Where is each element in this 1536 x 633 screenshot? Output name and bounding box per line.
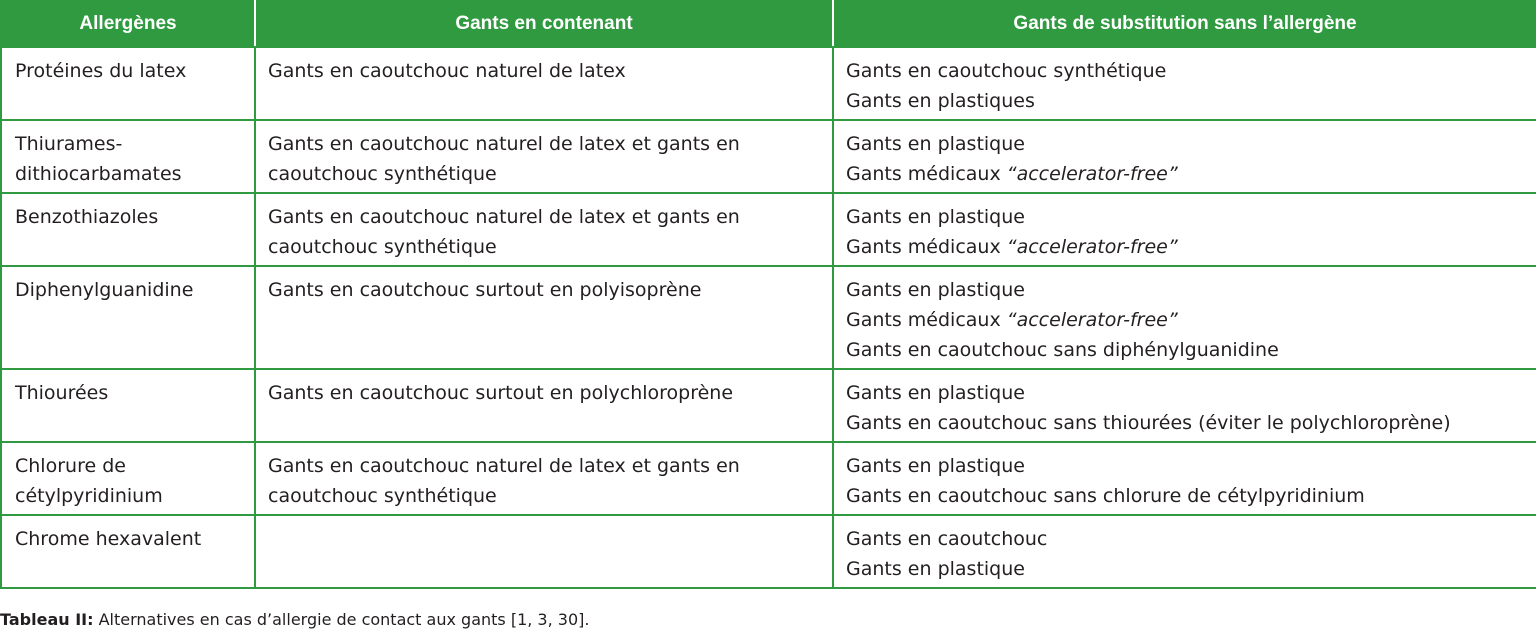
cell-allergen — [1, 515, 255, 588]
substitution-line — [846, 451, 1524, 481]
header-allergenes: Allergènes — [1, 1, 255, 47]
table-row — [1, 266, 1536, 369]
table-caption — [0, 608, 589, 632]
containing-line: Gants en caoutchouc naturel de latex et gants en — [268, 455, 740, 477]
substitution-line — [846, 408, 1524, 438]
cell-substitution-gloves — [833, 47, 1536, 120]
substitution-line — [846, 554, 1524, 584]
header-gants-en-contenant: Gants en contenant — [255, 1, 833, 47]
containing-line: Gants en caoutchouc surtout en polychloroprène — [268, 382, 734, 404]
caption-text: Alternatives en cas d’allergie de contact aux gants [1, 3, 30]. — [93, 610, 590, 629]
allergen-line: Chrome hexavalent — [15, 528, 202, 550]
cell-containing-gloves — [255, 266, 833, 369]
cell-substitution-gloves — [833, 369, 1536, 442]
substitution-line — [846, 335, 1524, 365]
allergen-line: Chlorure de — [15, 455, 126, 477]
substitution-text: Gants médicaux — [846, 309, 1007, 331]
substitution-text: Gants en plastique — [846, 279, 1025, 301]
table-row — [1, 442, 1536, 515]
cell-containing-gloves — [255, 47, 833, 120]
substitution-italic-text: “accelerator-free” — [1006, 309, 1178, 331]
cell-substitution-gloves — [833, 120, 1536, 193]
containing-line: Gants en caoutchouc surtout en polyisoprène — [268, 279, 702, 301]
substitution-text: Gants en caoutchouc sans diphénylguanidine — [846, 339, 1279, 361]
table-row — [1, 120, 1536, 193]
substitution-text: Gants en caoutchouc sans chlorure de cétylpyridinium — [846, 485, 1365, 507]
table-row — [1, 515, 1536, 588]
cell-containing-gloves — [255, 120, 833, 193]
substitution-text: Gants médicaux — [846, 236, 1007, 258]
substitution-text: Gants en plastique — [846, 455, 1025, 477]
substitution-line — [846, 305, 1524, 335]
substitution-line — [846, 202, 1524, 232]
containing-line: caoutchouc synthétique — [268, 236, 497, 258]
allergen-line: Diphenylguanidine — [15, 279, 194, 301]
containing-line: Gants en caoutchouc naturel de latex et gants en — [268, 206, 740, 228]
table-row — [1, 47, 1536, 120]
containing-line: caoutchouc synthétique — [268, 485, 497, 507]
containing-line: Gants en caoutchouc naturel de latex — [268, 60, 626, 82]
containing-line: caoutchouc synthétique — [268, 163, 497, 185]
table-header-row — [1, 1, 1536, 47]
cell-containing-gloves — [255, 442, 833, 515]
cell-substitution-gloves — [833, 193, 1536, 266]
cell-allergen — [1, 47, 255, 120]
allergen-line: dithiocarbamates — [15, 163, 182, 185]
table-row — [1, 369, 1536, 442]
substitution-text: Gants en caoutchouc — [846, 528, 1048, 550]
substitution-line — [846, 524, 1524, 554]
substitution-line — [846, 86, 1524, 116]
substitution-text: Gants en plastique — [846, 382, 1025, 404]
cell-substitution-gloves — [833, 266, 1536, 369]
substitution-line — [846, 378, 1524, 408]
allergen-line: cétylpyridinium — [15, 485, 163, 507]
substitution-line — [846, 275, 1524, 305]
cell-allergen — [1, 442, 255, 515]
substitution-text: Gants en plastique — [846, 206, 1025, 228]
caption-label: Tableau II: — [0, 610, 94, 629]
allergen-line: Thiurames- — [15, 133, 123, 155]
cell-allergen — [1, 120, 255, 193]
cell-containing-gloves — [255, 193, 833, 266]
table-body — [1, 47, 1536, 588]
cell-substitution-gloves — [833, 515, 1536, 588]
substitution-italic-text: “accelerator-free” — [1006, 236, 1178, 258]
cell-containing-gloves — [255, 369, 833, 442]
substitution-text: Gants en caoutchouc sans thiourées (éviter le polychloroprène) — [846, 412, 1451, 434]
substitution-text: Gants en plastique — [846, 133, 1025, 155]
substitution-line — [846, 129, 1524, 159]
allergen-line: Thiourées — [15, 382, 109, 404]
cell-substitution-gloves — [833, 442, 1536, 515]
header-gants-de-substitution: Gants de substitution sans l’allergène — [833, 1, 1536, 47]
substitution-line — [846, 159, 1524, 189]
table-row — [1, 193, 1536, 266]
substitution-text: Gants en plastique — [846, 558, 1025, 580]
substitution-line — [846, 232, 1524, 262]
substitution-text: Gants en caoutchouc synthétique — [846, 60, 1167, 82]
allergen-line: Benzothiazoles — [15, 206, 159, 228]
allergen-line: Protéines du latex — [15, 60, 187, 82]
containing-line: Gants en caoutchouc naturel de latex et gants en — [268, 133, 740, 155]
substitution-line — [846, 56, 1524, 86]
substitution-text: Gants médicaux — [846, 163, 1007, 185]
cell-allergen — [1, 193, 255, 266]
substitution-line — [846, 481, 1524, 511]
substitution-text: Gants en plastiques — [846, 90, 1035, 112]
cell-allergen — [1, 266, 255, 369]
substitution-italic-text: “accelerator-free” — [1006, 163, 1178, 185]
cell-containing-gloves — [255, 515, 833, 588]
cell-allergen — [1, 369, 255, 442]
